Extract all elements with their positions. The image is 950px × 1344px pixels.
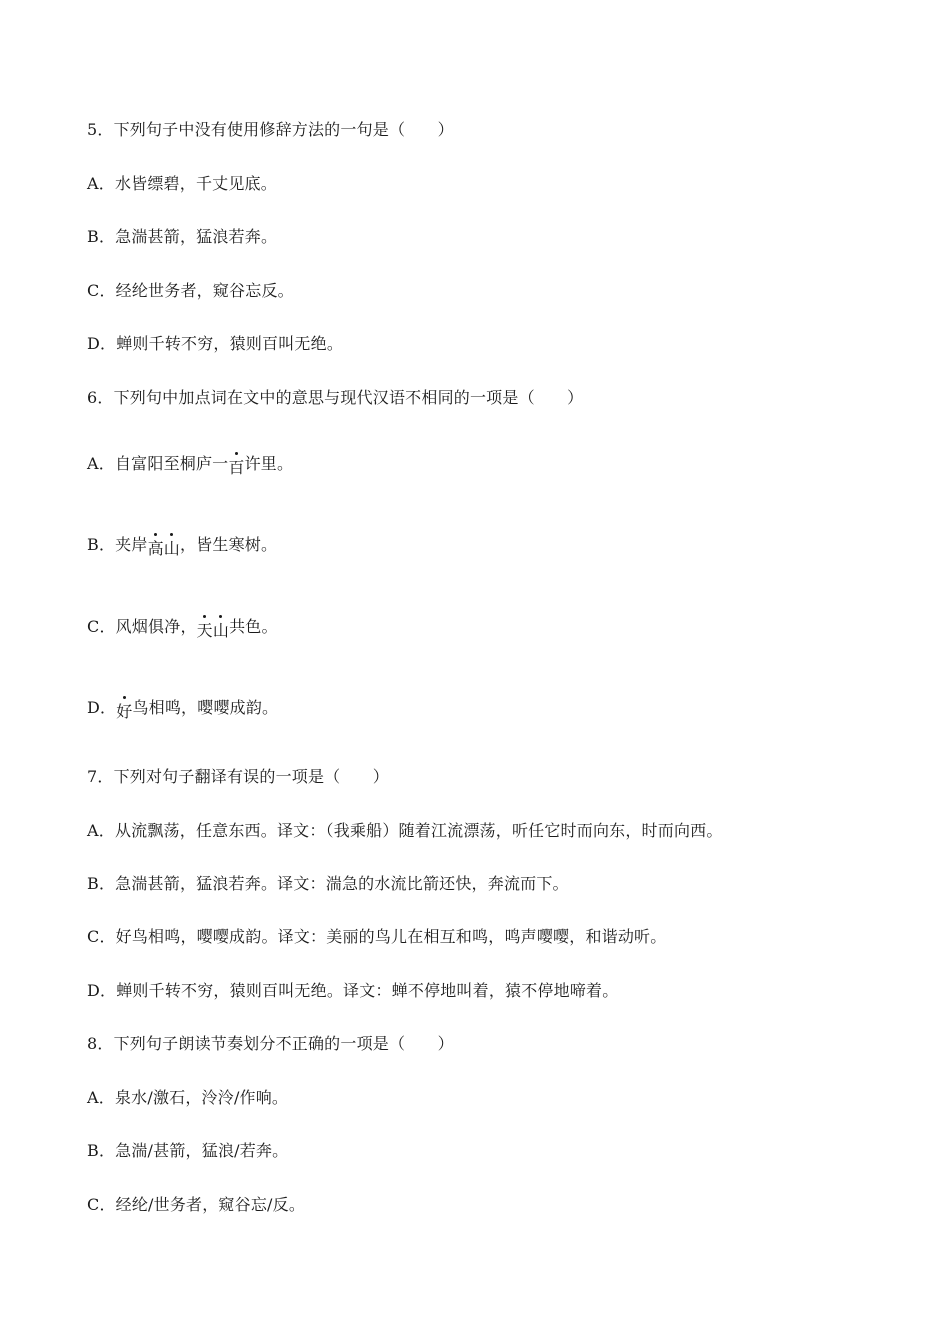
q8-option-c: C．经纶/世务者，窥谷忘/反。 <box>87 1195 306 1214</box>
q5-stem: 5．下列句子中没有使用修辞方法的一句是（ ） <box>87 120 454 139</box>
q7-option-d: D．蝉则千转不穷，猿则百叫无绝。译文：蝉不停地叫着，猿不停地啼着。 <box>87 981 619 1000</box>
q6-c-label: C． <box>87 617 116 636</box>
q5-option-d: D．蝉则千转不穷，猿则百叫无绝。 <box>87 334 344 353</box>
q6-c-before: 风烟俱净， <box>115 617 197 636</box>
q6-stem: 6．下列句中加点词在文中的意思与现代汉语不相同的一项是（ ） <box>87 388 584 407</box>
q8-option-b: B．急湍/甚箭，猛浪/若奔。 <box>87 1141 289 1160</box>
q6-option-a <box>87 454 294 477</box>
q6-b-dotted-word-2: 山 <box>163 539 180 558</box>
q6-a-after: 许里。 <box>244 454 294 473</box>
q6-option-c <box>87 617 278 640</box>
q6-b-before: 夹岸 <box>115 535 148 554</box>
q5-option-a: A．水皆缥碧，千丈见底。 <box>87 174 277 193</box>
q6-c-dotted-word-2: 山 <box>212 621 230 640</box>
q6-d-dotted-word: 好 <box>116 702 133 721</box>
q7-option-a: A．从流飘荡，任意东西。译文：（我乘船）随着江流漂荡，听任它时而向东，时而向西。 <box>87 821 723 840</box>
q6-d-label: D． <box>87 698 117 717</box>
q7-option-c: C．好鸟相鸣，嘤嘤成韵。译文：美丽的鸟儿在相互和鸣，鸣声嘤嘤，和谐动听。 <box>87 927 667 946</box>
q6-option-b <box>87 535 278 558</box>
q6-b-dotted-word-1: 高 <box>147 539 164 558</box>
q6-a-label: A． <box>87 454 115 473</box>
q6-option-d <box>87 698 279 721</box>
q6-d-after: 鸟相鸣，嘤嘤成韵。 <box>132 698 279 717</box>
q6-a-before: 自富阳至桐庐一 <box>114 454 229 473</box>
q6-c-dotted-word-1: 天 <box>196 621 213 640</box>
q6-c-after: 共色。 <box>229 617 278 636</box>
q7-stem: 7．下列对句子翻译有误的一项是（ ） <box>87 767 389 786</box>
q8-option-a: A．泉水/激石，泠泠/作响。 <box>87 1088 289 1107</box>
q8-stem: 8．下列句子朗读节奏划分不正确的一项是（ ） <box>87 1034 454 1053</box>
q5-option-b: B．急湍甚箭，猛浪若奔。 <box>87 227 278 246</box>
q6-b-after: ，皆生寒树。 <box>179 535 278 554</box>
q5-option-c: C．经纶世务者，窥谷忘反。 <box>87 281 294 300</box>
q6-a-dotted-word: 百 <box>228 458 245 477</box>
q6-b-label: B． <box>87 535 116 554</box>
q7-option-b: B．急湍甚箭，猛浪若奔。译文：湍急的水流比箭还快，奔流而下。 <box>87 874 569 893</box>
